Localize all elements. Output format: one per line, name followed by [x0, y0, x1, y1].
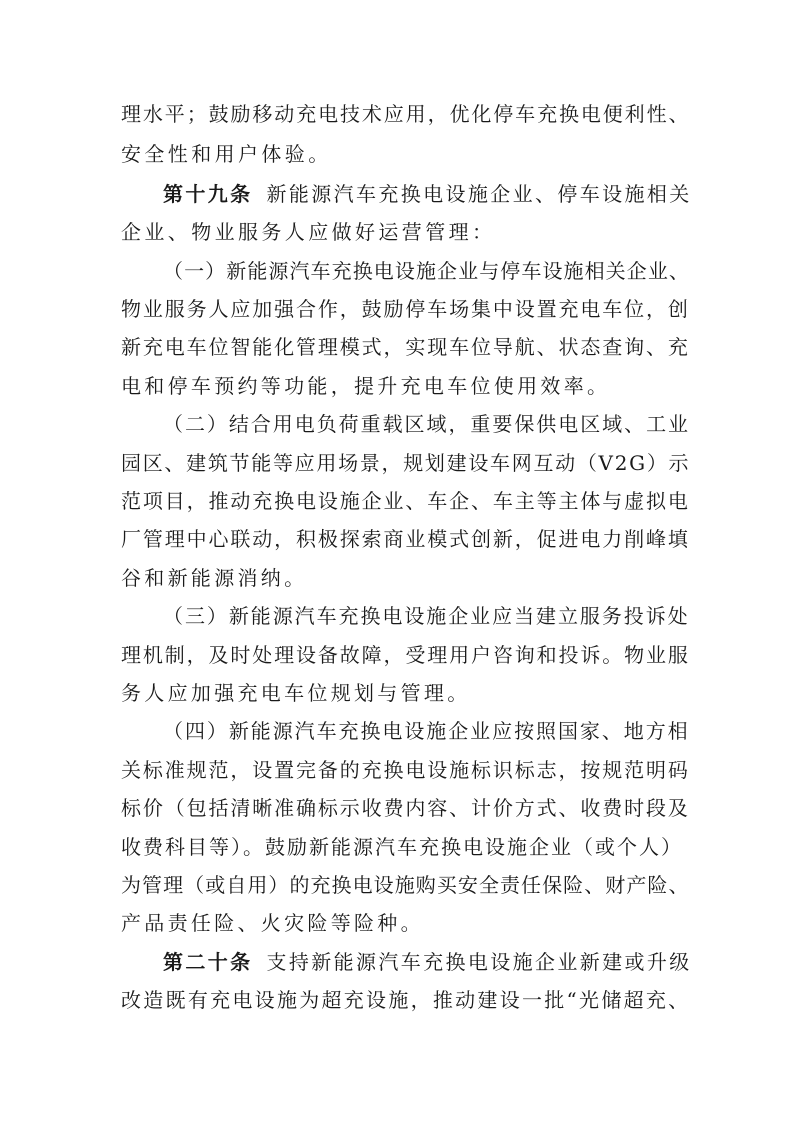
text-line-4: 企业、物业服务人应做好运营管理： — [121, 220, 496, 244]
article-19-line — [163, 177, 692, 211]
text-line-1: 理水平；鼓励移动充电技术应用，优化停车充换电便利性、 — [121, 102, 691, 126]
item-3-line-3: 务人应加强充电车位规划与管理。 — [121, 681, 471, 705]
item-3-line-2: 理机制，及时处理设备故障，受理用户咨询和投诉。物业服 — [121, 643, 690, 667]
item-1-line-3: 新充电车位智能化管理模式，实现车位导航、状态查询、充 — [121, 335, 690, 359]
item-2-line-2: 园区、建筑节能等应用场景，规划建设车网互动（V2G）示 — [121, 451, 691, 475]
item-4-line-3: 标价（包括清晰准确标示收费内容、计价方式、收费时段及 — [121, 796, 690, 820]
article-20-text: 支持新能源汽车充换电设施企业新建或升级 — [266, 950, 692, 974]
article-20-line-2: 改造既有充电设施为超充设施，推动建设一批“光储超充、 — [121, 988, 691, 1012]
item-4-line-4: 收费科目等）。鼓励新能源汽车充换电设施企业（或个人） — [121, 835, 683, 859]
text-line-2: 安全性和用户体验。 — [121, 142, 332, 166]
item-4-line-1: （四）新能源汽车充换电设施企业应按照国家、地方相 — [163, 719, 690, 743]
item-4-line-6: 产品责任险、火灾险等险种。 — [121, 911, 424, 935]
article-19-text: 新能源汽车充换电设施企业、停车设施相关 — [266, 182, 692, 206]
item-2-line-3: 范项目，推动充换电设施企业、车企、车主等主体与虚拟电 — [121, 489, 690, 513]
article-20-line — [163, 945, 692, 979]
item-4-line-5: 为管理（或自用）的充换电设施购买安全责任保险、财产险、 — [121, 873, 690, 897]
item-2-line-4: 厂管理中心联动，积极探索商业模式创新，促进电力削峰填 — [121, 527, 690, 551]
item-1-line-2: 物业服务人应加强合作，鼓励停车场集中设置充电车位，创 — [121, 297, 690, 321]
article-20-number: 第二十条 — [163, 950, 253, 974]
item-2-line-1: （二）结合用电负荷重载区域，重要保供电区域、工业 — [163, 412, 690, 436]
item-2-line-5: 谷和新能源消纳。 — [121, 566, 308, 590]
item-1-line-1: （一）新能源汽车充换电设施企业与停车设施相关企业、 — [163, 259, 690, 283]
item-1-line-4: 电和停车预约等功能，提升充电车位使用效率。 — [121, 374, 611, 398]
article-19-number: 第十九条 — [163, 182, 253, 206]
item-3-line-1: （三）新能源汽车充换电设施企业应当建立服务投诉处 — [163, 604, 690, 628]
item-4-line-2: 关标准规范，设置完备的充换电设施标识标志，按规范明码 — [121, 758, 690, 782]
